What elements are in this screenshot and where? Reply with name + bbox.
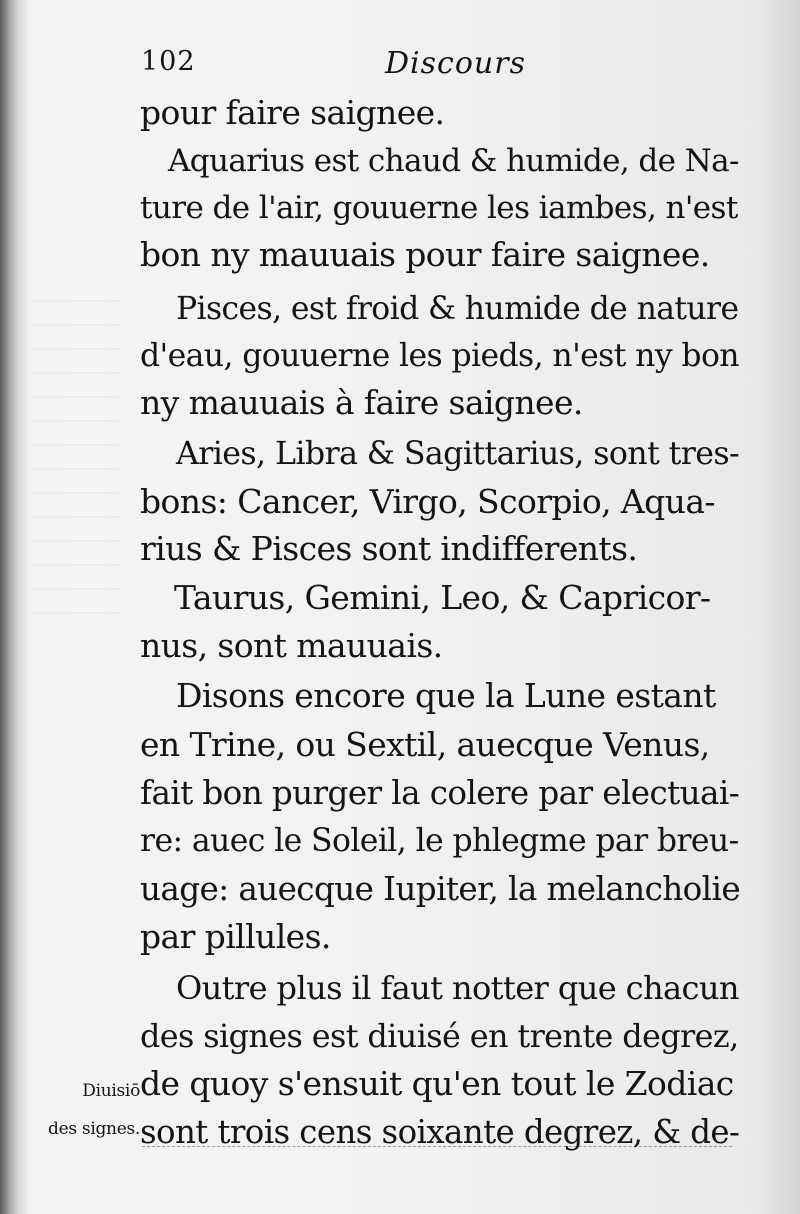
margin-note-line: des signes. bbox=[48, 1119, 140, 1139]
text-line: uage: auecque Iupiter, la melancholie bbox=[140, 870, 741, 908]
text-line: pour faire saignee. bbox=[140, 93, 445, 132]
margin-note-line: Diuisiō bbox=[82, 1081, 140, 1101]
page-number: 102 bbox=[141, 46, 196, 77]
text-line: rius & Pisces sont indifferents. bbox=[140, 529, 638, 568]
text-line: bons: Cancer, Virgo, Scorpio, Aqua- bbox=[140, 482, 715, 521]
text-line: nus, sont mauuais. bbox=[140, 626, 443, 665]
text-line: d'eau, gouuerne les pieds, n'est ny bon bbox=[140, 338, 739, 374]
text-line: en Trine, ou Sextil, auecque Venus, bbox=[140, 725, 710, 764]
text-line: Pisces, est froid & humide de nature bbox=[176, 291, 739, 327]
text-line: par pillules. bbox=[140, 917, 331, 956]
text-line: bon ny mauuais pour faire saignee. bbox=[140, 235, 710, 274]
running-title: Discours bbox=[385, 46, 526, 81]
bottom-rule bbox=[142, 1146, 732, 1147]
text-line: ture de l'air, gouuerne les iambes, n'est bbox=[140, 190, 738, 226]
text-line: Outre plus il faut notter que chacun bbox=[176, 969, 739, 1007]
text-line: de quoy s'ensuit qu'en tout le Zodiac bbox=[140, 1064, 734, 1103]
text-line: Aries, Libra & Sagittarius, sont tres- bbox=[176, 436, 740, 472]
text-line: des signes est diuisé en trente degrez, bbox=[140, 1017, 739, 1055]
margin-note bbox=[20, 1072, 140, 1148]
text-line: sont trois cens soixante degrez, & de- bbox=[140, 1113, 740, 1151]
text-line: fait bon purger la colere par electuai- bbox=[140, 774, 740, 812]
text-line: Aquarius est chaud & humide, de Na- bbox=[168, 143, 739, 179]
text-line: Taurus, Gemini, Leo, & Capricor- bbox=[174, 578, 711, 617]
page-binding-shadow bbox=[0, 0, 28, 1214]
text-line: Disons encore que la Lune estant bbox=[176, 676, 716, 715]
text-line: ny mauuais à faire saignee. bbox=[140, 383, 583, 422]
show-through-texture bbox=[30, 300, 120, 620]
text-line: re: auec le Soleil, le phlegme par breu- bbox=[140, 823, 739, 859]
